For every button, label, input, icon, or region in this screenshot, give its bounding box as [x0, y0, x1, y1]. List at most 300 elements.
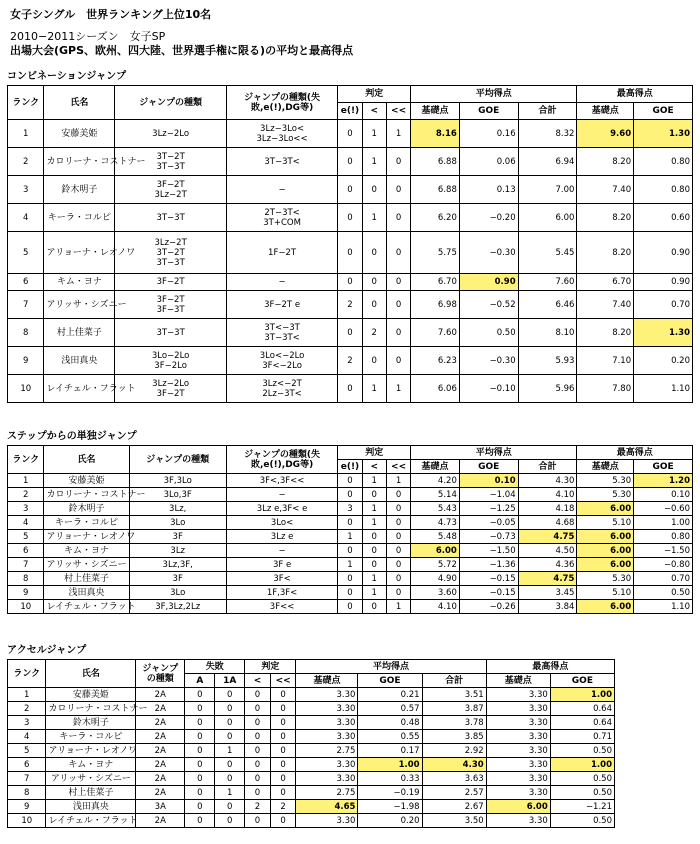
cell-jump: 3Lz−2T 3T−2T 3T−3T	[115, 232, 226, 274]
cell-mgoe: 0.50	[634, 586, 693, 600]
cell-dg: 0	[386, 148, 410, 176]
combo-row	[8, 291, 693, 319]
cell-name: レイチェル・フラット	[46, 814, 136, 828]
cell-mgoe: 1.00	[550, 688, 614, 702]
combo-row	[8, 274, 693, 291]
cell-goe: 0.10	[459, 474, 518, 488]
cell-name: 村上佳菜子	[46, 786, 136, 800]
combo-row	[8, 375, 693, 403]
step-row	[8, 572, 693, 586]
cell-dg: 0	[386, 516, 410, 530]
cell-goe: −0.52	[459, 291, 518, 319]
cell-goe: −0.30	[459, 347, 518, 375]
cell-base: 8.16	[411, 120, 460, 148]
cell-name: キーラ・コルピ	[44, 516, 129, 530]
cell-goe: 1.00	[358, 758, 422, 772]
cell-dg: 0	[386, 502, 410, 516]
cell-u: 1	[362, 586, 386, 600]
cell-mbase: 6.00	[577, 544, 634, 558]
cell-fail: 2T−3T< 3T+COM	[226, 204, 337, 232]
cell-name: 鈴木明子	[44, 502, 129, 516]
cell-jump: 3Lo,3F	[129, 488, 226, 502]
cell-rank: 3	[8, 502, 44, 516]
cell-dg: 1	[386, 375, 410, 403]
cell-mbase: 6.00	[577, 558, 634, 572]
cell-rank: 8	[8, 786, 46, 800]
step-row	[8, 600, 693, 614]
cell-a: 0	[185, 800, 215, 814]
cell-rank: 10	[8, 375, 44, 403]
cell-name: アリョーナ・レオノワ	[44, 530, 129, 544]
cell-total: 2.67	[422, 800, 486, 814]
cell-fail: 1F−2T	[226, 232, 337, 274]
cell-u: 1	[362, 204, 386, 232]
cell-e: 0	[338, 572, 362, 586]
cell-e: 1	[338, 558, 362, 572]
cell-dg: 0	[270, 814, 296, 828]
cell-e: 3	[338, 502, 362, 516]
cell-u: 0	[245, 730, 271, 744]
col-name: 氏名	[46, 660, 136, 688]
step-row	[8, 530, 693, 544]
cell-mbase: 3.30	[486, 716, 550, 730]
cell-base: 6.88	[411, 148, 460, 176]
cell-mbase: 3.30	[486, 814, 550, 828]
combo-row	[8, 319, 693, 347]
step-table	[7, 445, 693, 614]
cell-dg: 0	[386, 204, 410, 232]
cell-mbase: 6.00	[577, 530, 634, 544]
cell-a: 0	[185, 758, 215, 772]
cell-name: 安藤美姫	[46, 688, 136, 702]
cell-e: 0	[338, 516, 362, 530]
cell-goe: 0.06	[459, 148, 518, 176]
cell-jump: 3F−2T 3F−3T	[115, 291, 226, 319]
cell-rank: 1	[8, 120, 44, 148]
cell-jump: 2A	[136, 814, 185, 828]
cell-jump: 3Lz,3F,	[129, 558, 226, 572]
cell-fail: 3F−2T e	[226, 291, 337, 319]
cell-total: 6.94	[518, 148, 577, 176]
col-name: 氏名	[44, 86, 115, 120]
cell-mgoe: −0.80	[634, 558, 693, 572]
cell-mgoe: 1.10	[634, 600, 693, 614]
cell-goe: −0.19	[358, 786, 422, 800]
cell-name: キム・ヨナ	[44, 544, 129, 558]
col-max-goe: GOE	[634, 460, 693, 474]
cell-jump: 2A	[136, 730, 185, 744]
cell-base: 5.48	[411, 530, 460, 544]
cell-dg: 0	[386, 488, 410, 502]
step-row	[8, 558, 693, 572]
cell-jump: 2A	[136, 688, 185, 702]
cell-a: 0	[185, 702, 215, 716]
cell-mbase: 8.20	[577, 148, 634, 176]
cell-goe: −0.05	[459, 516, 518, 530]
cell-jump: 3Lz	[129, 544, 226, 558]
cell-goe: −0.26	[459, 600, 518, 614]
col-average: 平均得点	[411, 86, 577, 103]
cell-fail: 3T<−3T 3T−3T<	[226, 319, 337, 347]
cell-rank: 4	[8, 730, 46, 744]
cell-name: キム・ヨナ	[44, 274, 115, 291]
cell-rank: 5	[8, 232, 44, 274]
cell-name: 浅田真央	[44, 586, 129, 600]
cell-u: 1	[362, 375, 386, 403]
col-1a: 1A	[215, 674, 245, 688]
cell-dg: 0	[386, 291, 410, 319]
col-rank: ランク	[8, 660, 46, 688]
cell-goe: −0.20	[459, 204, 518, 232]
cell-mbase: 7.10	[577, 347, 634, 375]
cell-name: 浅田真央	[46, 800, 136, 814]
col-jump-type: ジャンプの種類	[136, 660, 185, 688]
col-average: 平均得点	[411, 446, 577, 460]
cell-total: 5.45	[518, 232, 577, 274]
cell-name: レイチェル・フラット	[44, 375, 115, 403]
step-row	[8, 516, 693, 530]
cell-e: 0	[338, 176, 362, 204]
cell-u: 1	[362, 502, 386, 516]
cell-rank: 9	[8, 347, 44, 375]
cell-goe: 0.57	[358, 702, 422, 716]
col-under: <	[245, 674, 271, 688]
cell-dg: 0	[270, 772, 296, 786]
axel-row	[8, 800, 615, 814]
cell-goe: −0.15	[459, 586, 518, 600]
cell-total: 3.50	[422, 814, 486, 828]
cell-rank: 7	[8, 291, 44, 319]
combo-row	[8, 347, 693, 375]
cell-u: 0	[362, 558, 386, 572]
axel-row	[8, 814, 615, 828]
cell-total: 3.85	[422, 730, 486, 744]
col-judge: 判定	[245, 660, 296, 674]
cell-base: 6.06	[411, 375, 460, 403]
col-max: 最高得点	[577, 86, 693, 103]
cell-rank: 6	[8, 544, 44, 558]
cell-jump: 2A	[136, 758, 185, 772]
cell-e: 1	[338, 530, 362, 544]
combo-table	[7, 85, 693, 403]
cell-goe: −0.15	[459, 572, 518, 586]
cell-jump: 3F,3Lo	[129, 474, 226, 488]
cell-base: 3.30	[296, 730, 358, 744]
cell-u: 0	[245, 814, 271, 828]
cell-mbase: 3.30	[486, 744, 550, 758]
cell-dg: 1	[386, 120, 410, 148]
cell-u: 0	[362, 488, 386, 502]
cell-dg: 0	[270, 702, 296, 716]
cell-rank: 6	[8, 758, 46, 772]
cell-e: 0	[338, 120, 362, 148]
cell-u: 0	[245, 688, 271, 702]
cell-a1: 0	[215, 814, 245, 828]
cell-mbase: 8.20	[577, 204, 634, 232]
col-total: 合計	[518, 103, 577, 120]
col-judge: 判定	[338, 86, 411, 103]
cell-mgoe: 1.20	[634, 474, 693, 488]
cell-rank: 5	[8, 530, 44, 544]
cell-a: 0	[185, 744, 215, 758]
axel-row	[8, 772, 615, 786]
cell-rank: 2	[8, 488, 44, 502]
cell-mbase: 3.30	[486, 702, 550, 716]
cell-mgoe: 0.80	[634, 148, 693, 176]
cell-base: 4.73	[411, 516, 460, 530]
cell-dg: 0	[386, 319, 410, 347]
col-average: 平均得点	[296, 660, 486, 674]
cell-total: 4.75	[518, 572, 577, 586]
cell-mgoe: 0.80	[634, 176, 693, 204]
cell-total: 4.30	[422, 758, 486, 772]
cell-total: 4.18	[518, 502, 577, 516]
cell-e: 0	[338, 488, 362, 502]
cell-name: 鈴木明子	[44, 176, 115, 204]
cell-mbase: 8.20	[577, 232, 634, 274]
col-max-base: 基礎点	[577, 460, 634, 474]
cell-fail: 1F,3F<	[226, 586, 337, 600]
cell-rank: 2	[8, 148, 44, 176]
col-jump-fail: ジャンプの種類(失敗,e(!),DG等)	[226, 86, 337, 120]
cell-rank: 10	[8, 814, 46, 828]
cell-goe: 0.48	[358, 716, 422, 730]
cell-name: アリッサ・シズニー	[46, 772, 136, 786]
scope-note: 出場大会(GPS、欧州、四大陸、世界選手権に限る)の平均と最高得点	[10, 44, 354, 57]
cell-goe: −0.10	[459, 375, 518, 403]
cell-goe: −1.36	[459, 558, 518, 572]
step-row	[8, 502, 693, 516]
combo-rows	[8, 120, 693, 403]
cell-base: 4.20	[411, 474, 460, 488]
col-max: 最高得点	[577, 446, 693, 460]
col-max-goe: GOE	[550, 674, 614, 688]
cell-base: 2.75	[296, 744, 358, 758]
axel-row	[8, 758, 615, 772]
cell-u: 2	[245, 800, 271, 814]
col-max-goe: GOE	[634, 103, 693, 120]
cell-mbase: 6.00	[577, 502, 634, 516]
cell-dg: 0	[270, 688, 296, 702]
cell-name: アリッサ・シズニー	[44, 291, 115, 319]
cell-base: 4.10	[411, 600, 460, 614]
step-rows	[8, 474, 693, 614]
cell-mbase: 3.30	[486, 688, 550, 702]
col-downgrade: <<	[386, 460, 410, 474]
cell-u: 1	[362, 572, 386, 586]
cell-fail: 3F<,3F<<	[226, 474, 337, 488]
cell-jump: 2A	[136, 716, 185, 730]
cell-dg: 0	[386, 586, 410, 600]
col-jump-fail: ジャンプの種類(失敗,e(!),DG等)	[226, 446, 337, 474]
cell-u: 0	[245, 786, 271, 800]
cell-fail: −	[226, 488, 337, 502]
page-title: 女子シングル 世界ランキング上位10名	[10, 8, 212, 21]
cell-base: 2.75	[296, 786, 358, 800]
col-rank: ランク	[8, 86, 44, 120]
combo-row	[8, 204, 693, 232]
cell-mgoe: 0.50	[550, 786, 614, 800]
cell-e: 0	[338, 148, 362, 176]
cell-e: 0	[338, 232, 362, 274]
cell-rank: 6	[8, 274, 44, 291]
cell-mgoe: 0.50	[550, 772, 614, 786]
cell-goe: 0.16	[459, 120, 518, 148]
cell-fail: 3F<<	[226, 600, 337, 614]
col-base: 基礎点	[411, 460, 460, 474]
cell-a1: 1	[215, 744, 245, 758]
cell-jump: 3T−3T	[115, 204, 226, 232]
cell-jump: 3Lz,	[129, 502, 226, 516]
cell-mbase: 5.10	[577, 516, 634, 530]
cell-dg: 2	[270, 800, 296, 814]
cell-a1: 0	[215, 730, 245, 744]
cell-total: 3.51	[422, 688, 486, 702]
cell-dg: 0	[270, 744, 296, 758]
cell-total: 8.32	[518, 120, 577, 148]
cell-jump: 3Lo	[129, 516, 226, 530]
cell-mgoe: 0.71	[550, 730, 614, 744]
cell-total: 4.50	[518, 544, 577, 558]
cell-total: 7.00	[518, 176, 577, 204]
col-goe: GOE	[459, 103, 518, 120]
col-goe: GOE	[358, 674, 422, 688]
cell-rank: 8	[8, 319, 44, 347]
cell-a: 0	[185, 688, 215, 702]
cell-mgoe: 1.00	[634, 516, 693, 530]
axel-rows	[8, 688, 615, 828]
axel-row	[8, 730, 615, 744]
cell-goe: −1.25	[459, 502, 518, 516]
cell-jump: 3A	[136, 800, 185, 814]
cell-mbase: 7.40	[577, 176, 634, 204]
cell-jump: 3F−2T 3Lz−2T	[115, 176, 226, 204]
cell-u: 0	[362, 176, 386, 204]
col-under: <	[362, 103, 386, 120]
cell-mgoe: 0.64	[550, 702, 614, 716]
cell-jump: 3T−2T 3T−3T	[115, 148, 226, 176]
cell-base: 5.14	[411, 488, 460, 502]
cell-u: 0	[362, 232, 386, 274]
cell-jump: 3F	[129, 530, 226, 544]
cell-total: 2.92	[422, 744, 486, 758]
cell-dg: 0	[270, 716, 296, 730]
col-rank: ランク	[8, 446, 44, 474]
cell-mbase: 5.10	[577, 586, 634, 600]
cell-total: 6.46	[518, 291, 577, 319]
col-e: e(!)	[338, 103, 362, 120]
cell-fail: −	[226, 544, 337, 558]
cell-a: 0	[185, 814, 215, 828]
cell-goe: 0.13	[459, 176, 518, 204]
cell-base: 4.90	[411, 572, 460, 586]
cell-total: 4.30	[518, 474, 577, 488]
cell-dg: 0	[386, 530, 410, 544]
cell-e: 0	[338, 600, 362, 614]
cell-e: 0	[338, 586, 362, 600]
cell-mgoe: 0.64	[550, 716, 614, 730]
cell-jump: 3Lo−2Lo 3F−2Lo	[115, 347, 226, 375]
col-under: <	[362, 460, 386, 474]
cell-e: 0	[338, 204, 362, 232]
cell-rank: 2	[8, 702, 46, 716]
cell-mbase: 3.30	[486, 772, 550, 786]
cell-u: 0	[362, 544, 386, 558]
cell-mbase: 7.80	[577, 375, 634, 403]
cell-jump: 3F	[129, 572, 226, 586]
cell-base: 6.23	[411, 347, 460, 375]
cell-base: 3.30	[296, 688, 358, 702]
cell-mbase: 5.30	[577, 488, 634, 502]
cell-goe: 0.17	[358, 744, 422, 758]
step-row	[8, 488, 693, 502]
cell-total: 5.96	[518, 375, 577, 403]
cell-mbase: 8.20	[577, 319, 634, 347]
cell-jump: 2A	[136, 772, 185, 786]
col-downgrade: <<	[386, 103, 410, 120]
cell-dg: 0	[386, 558, 410, 572]
cell-mbase: 5.30	[577, 572, 634, 586]
cell-mgoe: 0.90	[634, 274, 693, 291]
cell-base: 6.98	[411, 291, 460, 319]
cell-mgoe: −1.50	[634, 544, 693, 558]
cell-name: キーラ・コルピ	[46, 730, 136, 744]
cell-total: 3.78	[422, 716, 486, 730]
combo-section-title: コンビネーションジャンプ	[7, 71, 127, 82]
cell-mgoe: 0.50	[550, 744, 614, 758]
cell-dg: 0	[386, 572, 410, 586]
cell-fail: 3Lo<−2Lo 3F<−2Lo	[226, 347, 337, 375]
cell-mbase: 3.30	[486, 730, 550, 744]
cell-jump: 3F−2T	[115, 274, 226, 291]
cell-goe: −1.04	[459, 488, 518, 502]
cell-base: 5.75	[411, 232, 460, 274]
cell-mbase: 6.00	[577, 600, 634, 614]
cell-e: 2	[338, 347, 362, 375]
cell-name: 村上佳菜子	[44, 319, 115, 347]
cell-mgoe: 1.10	[634, 375, 693, 403]
cell-dg: 0	[386, 176, 410, 204]
cell-name: 安藤美姫	[44, 474, 129, 488]
cell-mgoe: 0.70	[634, 291, 693, 319]
cell-mgoe: 0.70	[634, 572, 693, 586]
cell-u: 1	[362, 120, 386, 148]
cell-rank: 5	[8, 744, 46, 758]
axel-table	[7, 659, 615, 828]
cell-dg: 0	[270, 758, 296, 772]
cell-fail: 3Lo<	[226, 516, 337, 530]
cell-jump: 3T−3T	[115, 319, 226, 347]
cell-e: 0	[338, 544, 362, 558]
cell-mgoe: 0.90	[634, 232, 693, 274]
cell-goe: 0.33	[358, 772, 422, 786]
cell-base: 6.00	[411, 544, 460, 558]
col-base: 基礎点	[411, 103, 460, 120]
cell-jump: 3Lz−2Lo 3F−2T	[115, 375, 226, 403]
col-judge: 判定	[338, 446, 411, 460]
cell-goe: 0.55	[358, 730, 422, 744]
cell-total: 2.57	[422, 786, 486, 800]
cell-e: 2	[338, 291, 362, 319]
cell-mgoe: −0.60	[634, 502, 693, 516]
col-jump-type: ジャンプの種類	[115, 86, 226, 120]
col-max: 最高得点	[486, 660, 614, 674]
cell-a: 0	[185, 730, 215, 744]
cell-dg: 0	[386, 347, 410, 375]
cell-dg: 0	[386, 544, 410, 558]
cell-name: キーラ・コルピ	[44, 204, 115, 232]
cell-mbase: 6.70	[577, 274, 634, 291]
